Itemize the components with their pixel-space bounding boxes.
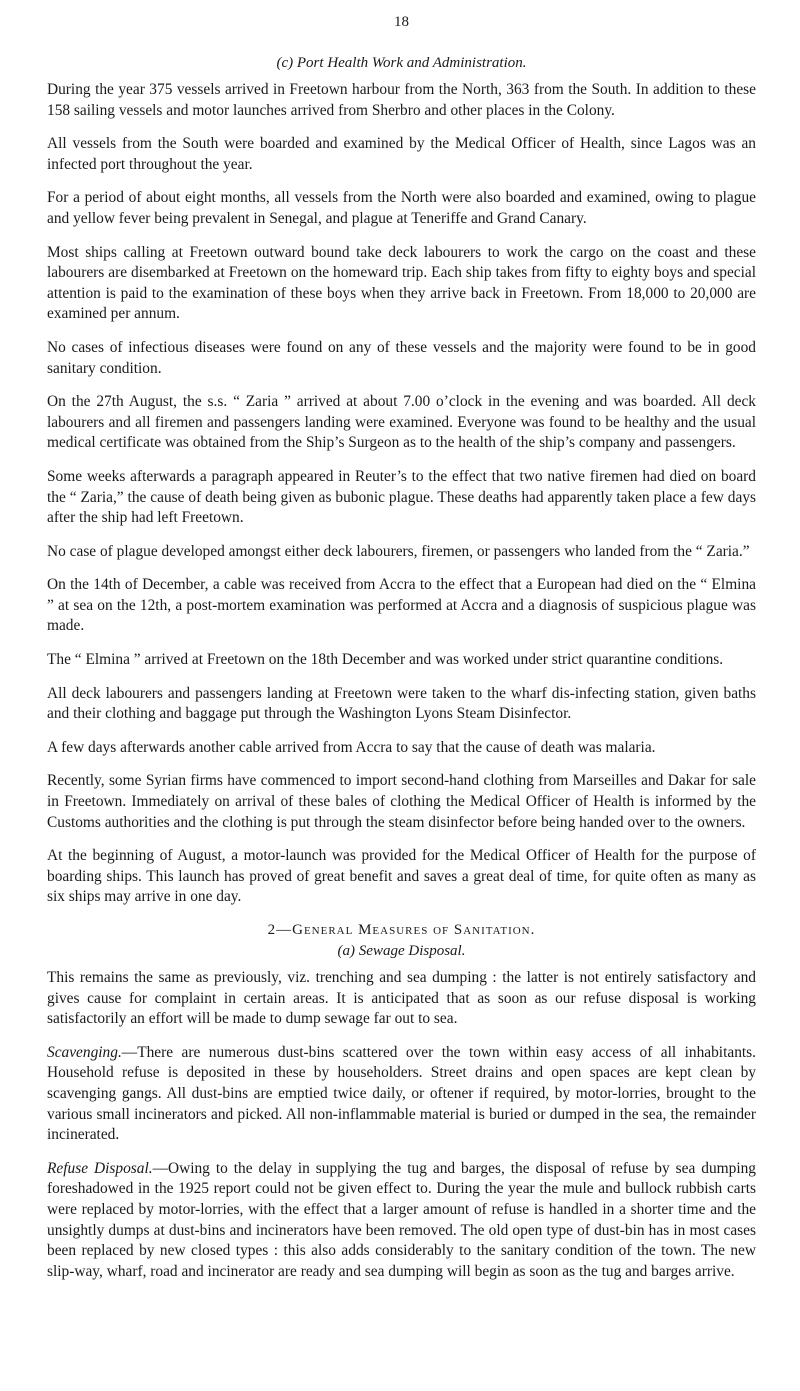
paragraph-sewage: This remains the same as previously, viz. trenching and sea dumping : the latter is not entirely satisfactory and gives cause for complaint in certain areas. It is anticipated that as soon as our refuse disposal is working satisfactorily an effort will be made to dump sewage far out to sea.	[47, 969, 756, 1028]
paragraph: All vessels from the South were boarded and examined by the Medical Officer of Health, since Lagos was an infected port throughout the year.	[47, 135, 756, 173]
paragraph: No case of plague developed amongst either deck labourers, firemen, or passengers who landed from the “ Zaria.”	[47, 542, 750, 560]
run-in-heading-scavenging: Scavenging.	[47, 1043, 122, 1061]
paragraph: For a period of about eight months, all vessels from the North were also boarded and examined, owing to plague and yellow fever being prevalent in Senegal, and plague at Teneriffe and Grand Canary.	[47, 189, 756, 227]
paragraph: No cases of infectious diseases were found on any of these vessels and the majority were found to be in good sanitary condition.	[47, 338, 756, 377]
paragraph-refuse	[47, 1159, 756, 1283]
paragraph: A few days afterwards another cable arrived from Accra to say that the cause of death was malaria.	[47, 738, 656, 756]
scavenging-text: —There are numerous dust-bins scattered over the town within easy access of all inhabitants. Household refuse is deposited in these by householders. Street drains and open spaces are kept clean by scavenging gangs. All dust-bins are emptied twice daily, or oftener if required, by motor-lorries, brought to the various small incinerators and picked. All non-inflammable material is buried or dumped in the sea, the remainder incinerated.	[47, 1043, 756, 1144]
section-heading-sewage: (a) Sewage Disposal.	[337, 943, 466, 959]
paragraph: The “ Elmina ” arrived at Freetown on the 18th December and was worked under strict quarantine conditions.	[47, 651, 724, 669]
paragraph: Most ships calling at Freetown outward bound take deck labourers to work the cargo on the coast and these labourers are disembarked at Freetown on the homeward trip. Each ship takes from fifty to eighty boys and special attention is paid to the examination of these boys when they arrive back in Freetown. From 18,000 to 20,000 are examined per annum.	[47, 243, 756, 323]
paragraph: Some weeks afterwards a paragraph appeared in Reuter’s to the effect that two native firemen had died on board the “ Zaria,” the cause of death being given as bubonic plague. These deaths had apparently taken place a few days after the ship had left Freetown.	[47, 467, 756, 527]
paragraph: On the 14th of December, a cable was received from Accra to the effect that a European had died on the “ Elmina ” at sea on the 12th, a post-mortem examination was performed at Accra and a diagnosis of suspicious plague was made.	[47, 576, 756, 635]
paragraph: Recently, some Syrian firms have commenced to import second-hand clothing from Marseilles and Dakar for sale in Freetown. Immediately on arrival of these bales of clothing the Medical Officer of Health is informed by the Customs authorities and the clothing is put through the steam disinfector before being handed over to the owners.	[47, 772, 756, 831]
section-heading-sanitation: 2—General Measures of Sanitation.	[267, 922, 536, 938]
paragraph: On the 27th August, the s.s. “ Zaria ” arrived at about 7.00 o’clock in the evening and was boarded. All deck labourers and all firemen and passengers landing were examined. Everyone was found to be healthy and the usual medical certificate was obtained from the Ship’s Surgeon as to the health of the ship’s company and passengers.	[47, 393, 756, 452]
paragraph: During the year 375 vessels arrived in Freetown harbour from the North, 363 from the South. In addition to these 158 sailing vessels and motor launches arrived from Sherbro and other places in the Colony.	[47, 81, 756, 119]
paragraph-scavenging	[47, 1043, 756, 1146]
refuse-text: —Owing to the delay in supplying the tug and barges, the disposal of refuse by sea dumping foreshadowed in the 1925 report could not be given effect to. During the year the mule and bullock rubbish carts were replaced by motor-lorries, with the effect that a larger amount of refuse is handled in a shorter time and the unsightly dumps at dust-bins and incinerators have been removed. The old open type of dust-bin has in most cases been replaced by new closed types : this also adds considerably to the sanitary condition of the town. The new slip-way, wharf, road and incinerator are ready and sea dumping will begin as soon as the tug and barges arrive.	[47, 1159, 757, 1280]
section-heading-port-health: (c) Port Health Work and Administration.	[276, 55, 527, 71]
run-in-heading-refuse: Refuse Disposal.	[47, 1159, 153, 1177]
paragraph: At the beginning of August, a motor-launch was provided for the Medical Officer of Health for the purpose of boarding ships. This launch has proved of great benefit and saves a great deal of time, for quite often as many as six ships may arrive in one day.	[47, 847, 756, 906]
paragraph: All deck labourers and passengers landing at Freetown were taken to the wharf dis-infecting station, given baths and their clothing and baggage put through the Washington Lyons Steam Disinfector.	[47, 684, 756, 723]
page-number: 18	[394, 14, 409, 30]
